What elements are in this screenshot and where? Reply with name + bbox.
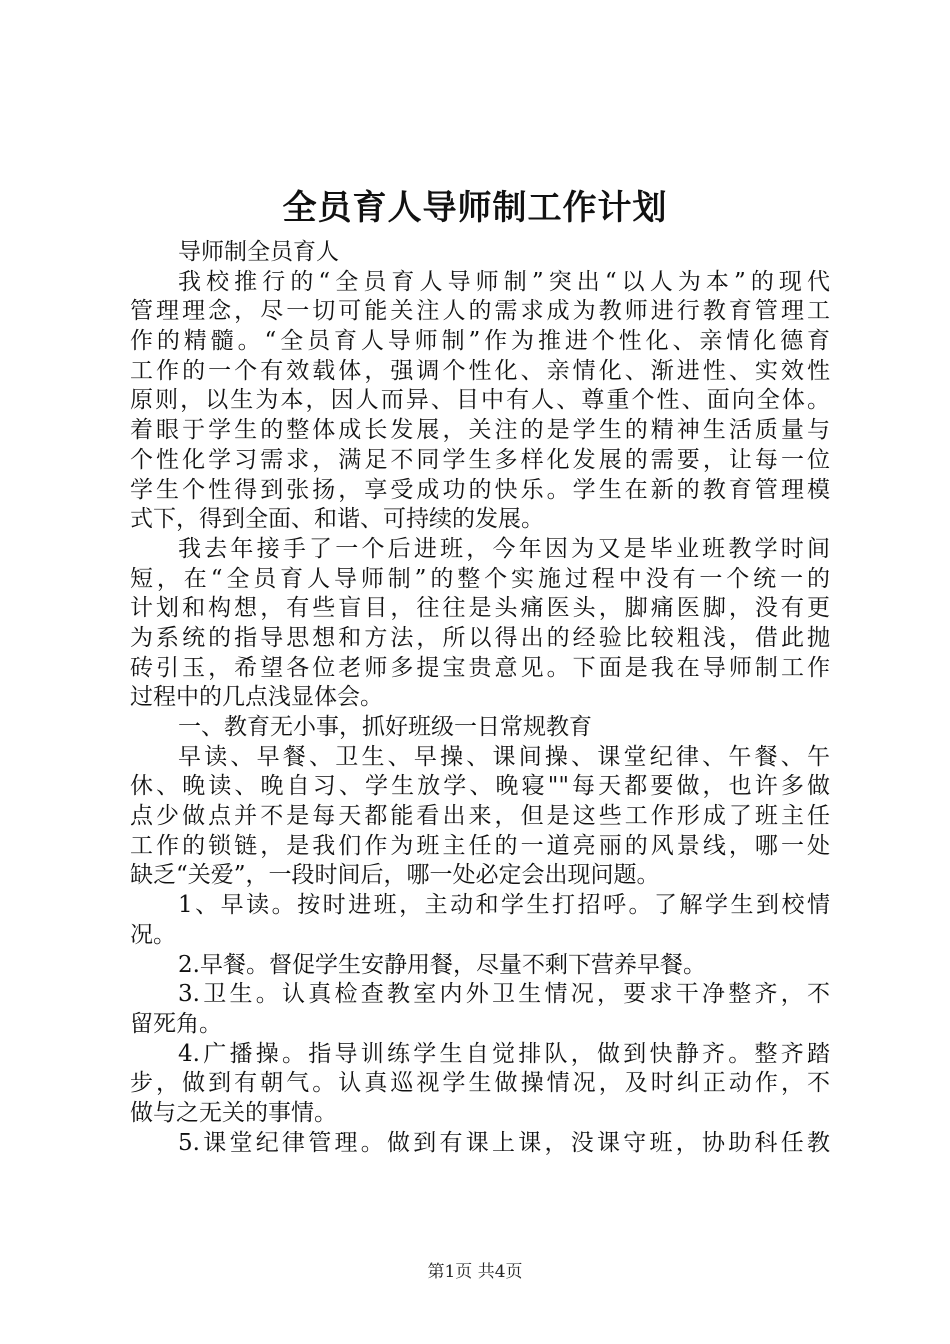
- text-line: 式下，得到全面、和谐、可持续的发展。: [130, 506, 544, 533]
- text-line: 步，做到有朝气。认真巡视学生做操情况，及时纠正动作，不: [130, 1070, 830, 1097]
- list-item: 5.课堂纪律管理。做到有课上课，没课守班，协助科任教: [178, 1129, 830, 1156]
- list-item: 2.早餐。督促学生安静用餐，尽量不剩下营养早餐。: [178, 951, 706, 978]
- text-line: 我去年接手了一个后进班，今年因为又是毕业班教学时间: [178, 535, 830, 562]
- text-line: 计划和构想，有些盲目，往往是头痛医头，脚痛医脚，没有更: [130, 595, 830, 622]
- text-line: 为系统的指导思想和方法，所以得出的经验比较粗浅，借此抛: [130, 624, 830, 651]
- text-line: 作的精髓。“全员育人导师制”作为推进个性化、亲情化德育: [130, 328, 830, 355]
- text-line: 早读、早餐、卫生、早操、课间操、课堂纪律、午餐、午: [178, 743, 830, 770]
- text-line: 工作的一个有效载体，强调个性化、亲情化、渐进性、实效性: [130, 357, 830, 384]
- text-line: 砖引玉，希望各位老师多提宝贵意见。下面是我在导师制工作: [130, 654, 830, 681]
- list-item: 3.卫生。认真检查教室内外卫生情况，要求干净整齐，不: [178, 981, 830, 1008]
- text-line: 管理理念，尽一切可能关注人的需求成为教师进行教育管理工: [130, 298, 830, 325]
- text-line: 我校推行的“全员育人导师制”突出“以人为本”的现代: [178, 268, 830, 295]
- text-line: 留死角。: [130, 1010, 222, 1037]
- text-line: 短，在“全员育人导师制”的整个实施过程中没有一个统一的: [130, 565, 830, 592]
- document-title: 全员育人导师制工作计划: [282, 188, 668, 228]
- document-body: [130, 238, 830, 1158]
- text-line: 个性化学习需求，满足不同学生多样化发展的需要，让每一位: [130, 446, 830, 473]
- text-line: 过程中的几点浅显体会。: [130, 684, 383, 711]
- text-line: 点少做点并不是每天都能看出来，但是这些工作形成了班主任: [130, 803, 830, 830]
- text-line: 况。: [130, 921, 176, 948]
- text-line: 原则，以生为本，因人而异、目中有人、尊重个性、面向全体。: [130, 387, 830, 414]
- text-line: 做与之无关的事情。: [130, 1099, 337, 1126]
- section-heading: 一、教育无小事，抓好班级一日常规教育: [178, 714, 592, 740]
- text-line: 着眼于学生的整体成长发展，关注的是学生的精神生活质量与: [130, 417, 830, 444]
- list-item: 4.广播操。指导训练学生自觉排队，做到快静齐。整齐踏: [178, 1040, 830, 1067]
- text-line: 导师制全员育人: [178, 239, 339, 265]
- text-line: 工作的锁链，是我们作为班主任的一道亮丽的风景线，哪一处: [130, 832, 830, 859]
- text-line: 缺乏“关爱”，一段时间后，哪一处必定会出现问题。: [130, 862, 660, 889]
- text-line: 学生个性得到张扬，享受成功的快乐。学生在新的教育管理模: [130, 476, 830, 503]
- text-line: 休、晚读、晚自习、学生放学、晚寝""每天都要做，也许多做: [130, 773, 830, 800]
- page-number: 第1页 共4页: [427, 1262, 523, 1282]
- list-item: 1、早读。按时进班，主动和学生打招呼。了解学生到校情: [178, 892, 830, 919]
